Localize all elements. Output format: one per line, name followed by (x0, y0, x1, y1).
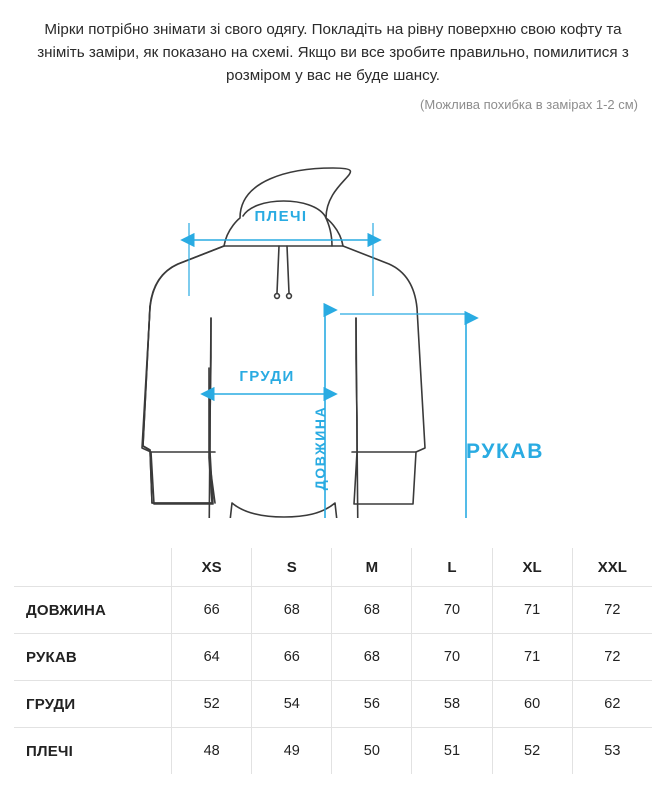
sleeve-measure (340, 314, 544, 518)
table-header-row (14, 548, 652, 587)
cell-sleeve-xs: 64 (172, 634, 252, 681)
cell-sleeve-xl: 71 (492, 634, 572, 681)
cell-sleeve-xxl: 72 (572, 634, 652, 681)
length-label: ДОВЖИНА (312, 405, 328, 491)
cell-length-xxl: 72 (572, 587, 652, 634)
row-label-chest: ГРУДИ (14, 681, 172, 728)
cell-shoulders-l: 51 (412, 728, 492, 775)
column-header-l: L (412, 548, 492, 587)
cell-shoulders-s: 49 (252, 728, 332, 775)
shoulders-label: ПЛЕЧІ (254, 208, 308, 226)
column-header-xs: XS (172, 548, 252, 587)
intro-paragraph: Мірки потрібно знімати зі свого одягу. Покладіть на рівну поверхню свою кофту та зніміть заміри, як показано на схемі. Якщо ви все зробите правильно, помилитися з розміром у вас не буде шансу. (37, 21, 629, 85)
cell-chest-s: 54 (252, 681, 332, 728)
cell-chest-xl: 60 (492, 681, 572, 728)
table-row (14, 587, 652, 634)
cell-length-xl: 71 (492, 587, 572, 634)
row-label-sleeve: РУКАВ (14, 634, 172, 681)
cell-length-m: 68 (332, 587, 412, 634)
cell-chest-xxl: 62 (572, 681, 652, 728)
cell-shoulders-xxl: 53 (604, 743, 621, 759)
table-row (14, 634, 652, 681)
table-row (14, 728, 652, 775)
column-header-m: M (332, 548, 412, 587)
column-header-s: S (252, 548, 332, 587)
cell-length-l: 70 (412, 587, 492, 634)
cell-chest-xs: 52 (172, 681, 252, 728)
hoodie-measurement-diagram (0, 118, 666, 518)
intro-block (0, 0, 666, 112)
intro-note: (Можлива похибка в замірах 1-2 см) (420, 97, 638, 113)
length-measure (312, 310, 328, 518)
column-header-xxl: XXL (572, 548, 652, 587)
cell-shoulders-xl: 52 (492, 728, 572, 775)
cell-length-s: 68 (252, 587, 332, 634)
size-table-body (14, 587, 652, 775)
hoodie-diagram-svg (0, 118, 666, 518)
sleeve-label: РУКАВ (466, 440, 544, 464)
size-table-header (14, 548, 652, 587)
cell-sleeve-m: 68 (332, 634, 412, 681)
cell-chest-l: 58 (412, 681, 492, 728)
cell-shoulders-xs: 48 (172, 728, 252, 775)
row-label-length: ДОВЖИНА (14, 587, 172, 634)
chest-measure (213, 368, 325, 394)
cell-chest-m: 56 (332, 681, 412, 728)
table-row (14, 681, 652, 728)
column-header-xl: XL (492, 548, 572, 587)
table-corner-cell (14, 548, 172, 587)
shoulders-measure (189, 208, 373, 296)
cell-sleeve-l: 70 (412, 634, 492, 681)
cell-shoulders-m: 50 (332, 728, 412, 775)
cell-length-xs: 66 (172, 587, 252, 634)
size-table (14, 548, 652, 774)
row-label-shoulders: ПЛЕЧІ (14, 728, 172, 775)
chest-label: ГРУДИ (239, 368, 295, 386)
cell-sleeve-s: 66 (252, 634, 332, 681)
